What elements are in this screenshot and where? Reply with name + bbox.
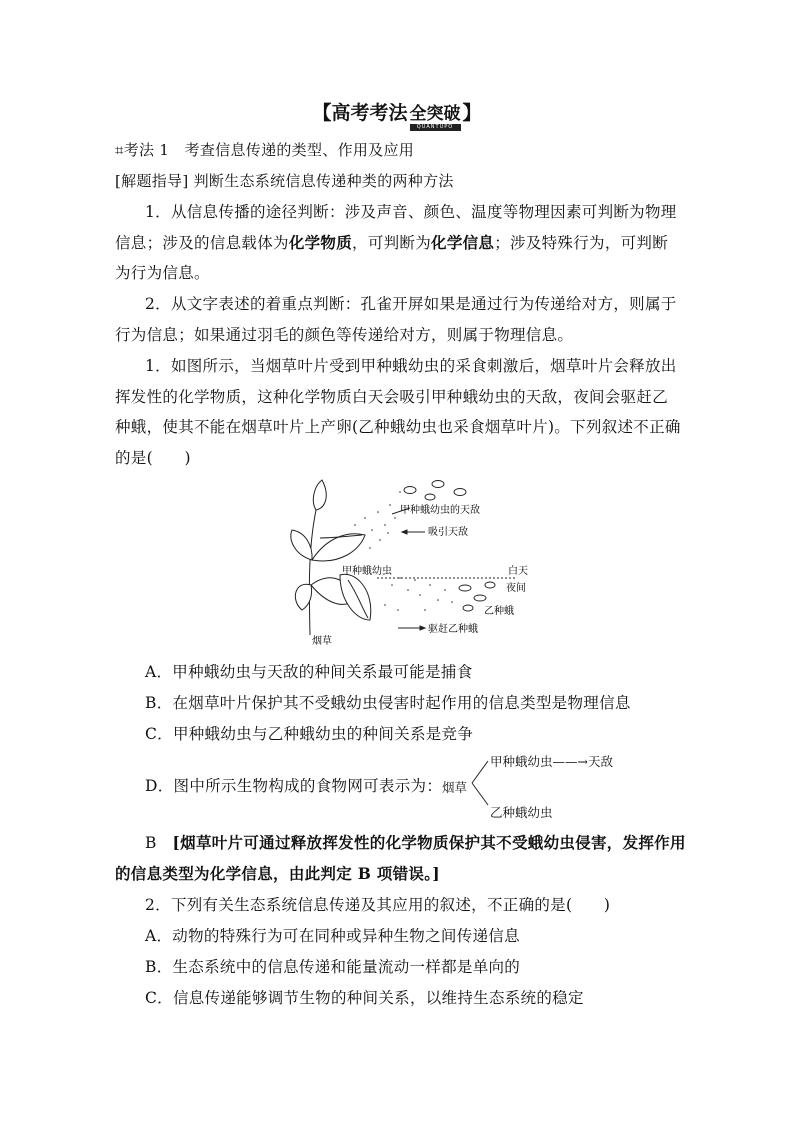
- food-web-branch: [470, 758, 490, 808]
- label-attract: 吸引天敌: [428, 527, 468, 538]
- q1-stem-line2: 挥发性的化学物质，这种化学物质白天会吸引甲种蛾幼虫的天敌，夜间会驱赶乙: [115, 388, 669, 406]
- bracket-open: 【: [312, 102, 332, 124]
- q1-option-d: D．图中所示生物构成的食物网可表示为：: [145, 777, 443, 795]
- method1-line1: 1．从信息传播的途径判断：涉及声音、颜色、温度等物理因素可判断为物理: [145, 203, 677, 221]
- guide-heading: [解题指导] 判断生态系统信息传递种类的两种方法: [115, 172, 454, 190]
- label-moth-b: 乙种蛾: [484, 606, 514, 617]
- q2-stem: 2．下列有关生态系统信息传递及其应用的叙述，不正确的是( ): [145, 896, 611, 914]
- label-enemy: 甲种蛾幼虫的天敌: [400, 505, 480, 516]
- q1-option-a: A．甲种蛾幼虫与天敌的种间关系最可能是捕食: [145, 663, 473, 681]
- q1-option-b: B．在烟草叶片保护其不受蛾幼虫侵害时起作用的信息类型是物理信息: [145, 694, 631, 712]
- method1-line3: 为行为信息。: [115, 264, 210, 282]
- tobacco-figure: [280, 470, 540, 648]
- header-badge: 全突破 QUANTUPO: [409, 104, 461, 130]
- label-larva: 甲种蛾幼虫: [342, 566, 392, 577]
- label-day: 白天: [508, 566, 528, 577]
- method2-line2: 行为信息；如果通过羽毛的颜色等传递给对方，则属于物理信息。: [115, 326, 574, 344]
- q2-option-c: C．信息传递能够调节生物的种间关系，以维持生态系统的稳定: [145, 989, 584, 1007]
- food-web-tobacco: 烟草: [442, 780, 468, 795]
- label-night: 夜间: [506, 583, 526, 594]
- q1-stem-line3: 种蛾，使其不能在烟草叶片上产卵(乙种蛾幼虫也采食烟草叶片)。下列叙述不正确: [115, 418, 681, 436]
- bracket-close: 】: [462, 102, 482, 124]
- section-header: [0, 98, 794, 130]
- method-title: 考查信息传递的类型、作用及应用: [184, 141, 415, 159]
- method-heading: ⌗考法 1 考查信息传递的类型、作用及应用: [115, 141, 415, 159]
- method2-line1: 2．从文字表述的着重点判断：孔雀开屏如果是通过行为传递给对方，则属于: [145, 295, 677, 313]
- food-web-lower: 乙种蛾幼虫: [490, 805, 553, 820]
- q1-answer-line1: B [烟草叶片可通过释放挥发性的化学物质保护其不受蛾幼虫侵害，发挥作用: [145, 833, 686, 852]
- label-drive: 驱赶乙种蛾: [428, 624, 478, 635]
- q1-answer-line2: 的信息类型为化学信息，由此判定 B 项错误。]: [115, 864, 440, 883]
- food-web-upper: 甲种蛾幼虫——→天敌: [490, 754, 614, 769]
- header-title: 高考考法: [331, 102, 408, 124]
- badge-subtitle: QUANTUPO: [410, 124, 461, 131]
- q2-option-a: A．动物的特殊行为可在同种或异种生物之间传递信息: [145, 927, 520, 945]
- label-tobacco: 烟草: [312, 636, 332, 647]
- enemy-insects: [404, 481, 466, 501]
- q2-option-b: B．生态系统中的信息传递和能量流动一样都是单向的: [145, 958, 521, 976]
- q1-option-c: C．甲种蛾幼虫与乙种蛾幼虫的种间关系是竞争: [145, 725, 474, 743]
- q1-stem-line4: 的是( ): [115, 449, 191, 467]
- method1-line2: 信息；涉及的信息载体为化学物质，可判断为化学信息；涉及特殊行为，可判断: [115, 233, 669, 252]
- method-icon: ⌗: [115, 141, 124, 159]
- q1-stem-line1: 1．如图所示，当烟草叶片受到甲种蛾幼虫的采食刺激后，烟草叶片会释放出: [145, 357, 677, 375]
